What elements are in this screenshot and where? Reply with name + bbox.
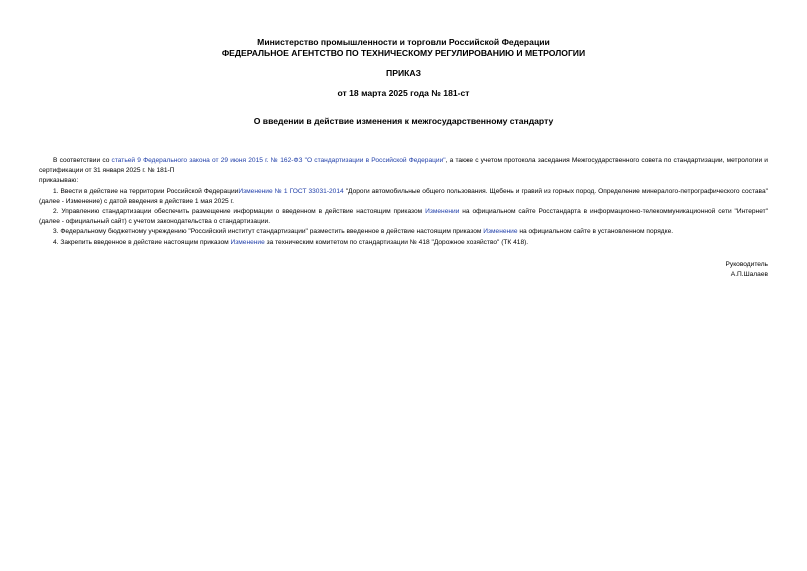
signatory-title: Руководитель [725,261,768,268]
item-3-text-b: на официальном сайте в установленном порядке. [517,228,674,236]
order-word: приказываю: [39,177,79,185]
item-2-text-a: 2. Управлению стандартизации обеспечить размещение информации о введенном в действие настоящим приказом [53,208,426,216]
preamble-text-b: , а также с учетом протокола заседания Межгосударственного совета по стандартизации, метрологии и сертификации от 31 января 2025 г. № 181-П [39,157,768,175]
ministry-name: Министерство промышленности и торговли Российской Федерации [257,37,550,47]
amendment-link-4[interactable]: Изменение [230,238,265,246]
order-item-4 [39,238,768,248]
preamble-paragraph [39,156,768,176]
document-body [39,156,768,248]
item-1-text-b: "Дороги автомобильные общего пользования. Щебень и гравий из горных пород. Определение минералого-петрографического состава" (далее - Изменение) с датой введения в действие 1 мая 2025 г. [39,187,768,205]
amendment-link-3[interactable]: Изменение [483,228,518,236]
item-4-text-b: за техническим комитетом по стандартизации № 418 "Дорожное хозяйство" (ТК 418). [264,238,529,246]
document-date-number: от 18 марта 2025 года № 181-ст [337,88,470,98]
preamble-text-a: В соответствии со [53,157,112,164]
document-subject: О введении в действие изменения к межгосударственному стандарту [253,116,554,126]
amendment-link-2[interactable]: Изменении [425,208,460,216]
agency-name: ФЕДЕРАЛЬНОЕ АГЕНТСТВО ПО ТЕХНИЧЕСКОМУ РЕГУЛИРОВАНИЮ И МЕТРОЛОГИИ [221,48,586,58]
order-item-2 [39,207,768,227]
amendment-gost-link[interactable]: Изменение № 1 ГОСТ 33031-2014 [238,187,344,195]
federal-law-link[interactable]: статьей 9 Федерального закона от 29 июня 2015 г. № 162-ФЗ "О стандартизации в Российской Федерации" [111,157,446,164]
document-type: ПРИКАЗ [386,68,421,78]
signature-block [726,260,768,280]
order-item-3 [39,227,768,237]
item-1-text-a: 1. Ввести в действие на территории Российской Федерации [53,187,239,195]
order-item-1 [39,187,768,207]
item-2-text-b: на официальном сайте Росстандарта в информационно-телекоммуникационной сети "Интернет" (далее - официальный сайт) с учетом законодательства о стандартизации. [39,208,768,226]
signatory-name: А.П.Шалаев [730,271,768,279]
item-4-text-a: 4. Закрепить введенное в действие настоящим приказом [53,238,231,246]
item-3-text-a: 3. Федеральному бюджетному учреждению "Российский институт стандартизации" разместить введенное в действие настоящим приказом [53,228,484,236]
